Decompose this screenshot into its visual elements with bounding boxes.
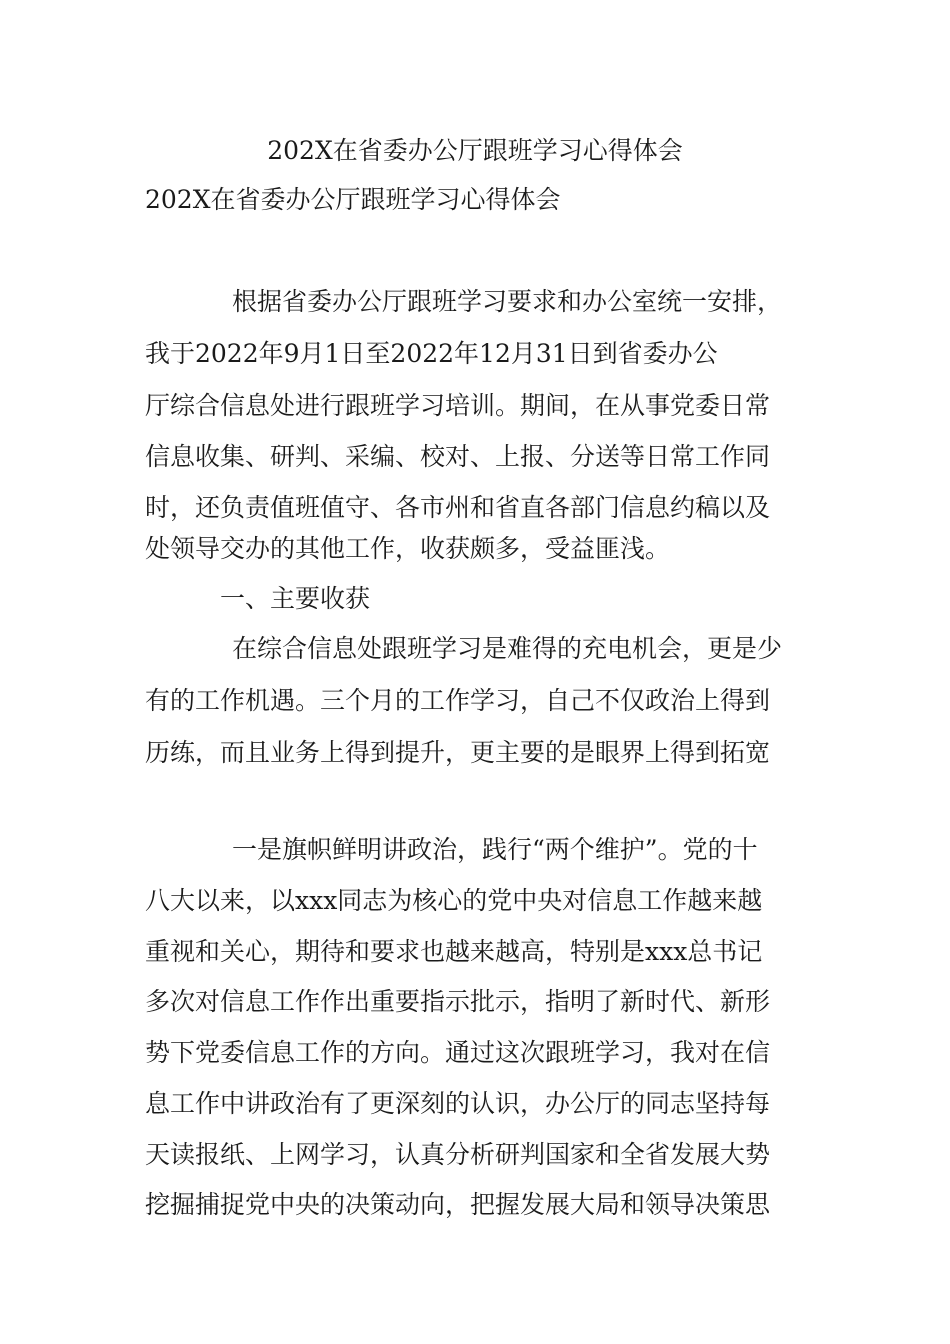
paragraph-line: 多次对信息工作作出重要指示批示，指明了新时代、新形 bbox=[145, 987, 771, 1016]
paragraph-line: 挖掘捕捉党中央的决策动向，把握发展大局和领导决策思 bbox=[145, 1190, 771, 1219]
paragraph-line: 息工作中讲政治有了更深刻的认识，办公厅的同志坚持每 bbox=[145, 1089, 771, 1118]
paragraph-line: 历练，而且业务上得到提升，更主要的是眼界上得到拓宽 bbox=[145, 738, 771, 767]
paragraph-line: 厅综合信息处进行跟班学习培训。期间，在从事党委日常 bbox=[145, 391, 771, 420]
paragraph-line: 信息收集、研判、采编、校对、上报、分送等日常工作同 bbox=[145, 442, 771, 471]
paragraph-line: 天读报纸、上网学习，认真分析研判国家和全省发展大势 bbox=[145, 1140, 771, 1169]
paragraph-line: 我于2022年9月1日至2022年12月31日到省委办公 bbox=[145, 339, 718, 368]
paragraph-line: 重视和关心，期待和要求也越来越高，特别是xxx总书记 bbox=[145, 937, 763, 966]
document-title-centered: 202X在省委办公厅跟班学习心得体会 bbox=[267, 136, 683, 165]
paragraph-line: 势下党委信息工作的方向。通过这次跟班学习，我对在信 bbox=[145, 1038, 771, 1067]
paragraph-line: 一是旗帜鲜明讲政治，践行“两个维护”。党的十 bbox=[232, 835, 758, 864]
paragraph-line: 时，还负责值班值守、各市州和省直各部门信息约稿以及 bbox=[145, 493, 771, 522]
paragraph-line: 八大以来，以xxx同志为核心的党中央对信息工作越来越 bbox=[145, 886, 763, 915]
paragraph-line: 处领导交办的其他工作，收获颇多，受益匪浅。 bbox=[145, 534, 671, 563]
paragraph-line: 根据省委办公厅跟班学习要求和办公室统一安排， bbox=[232, 287, 783, 316]
paragraph-line: 在综合信息处跟班学习是难得的充电机会，更是少 bbox=[232, 634, 783, 663]
section-heading: 一、主要收获 bbox=[220, 584, 371, 613]
document-title-left: 202X在省委办公厅跟班学习心得体会 bbox=[145, 185, 561, 214]
paragraph-line: 有的工作机遇。三个月的工作学习，自己不仅政治上得到 bbox=[145, 686, 771, 715]
